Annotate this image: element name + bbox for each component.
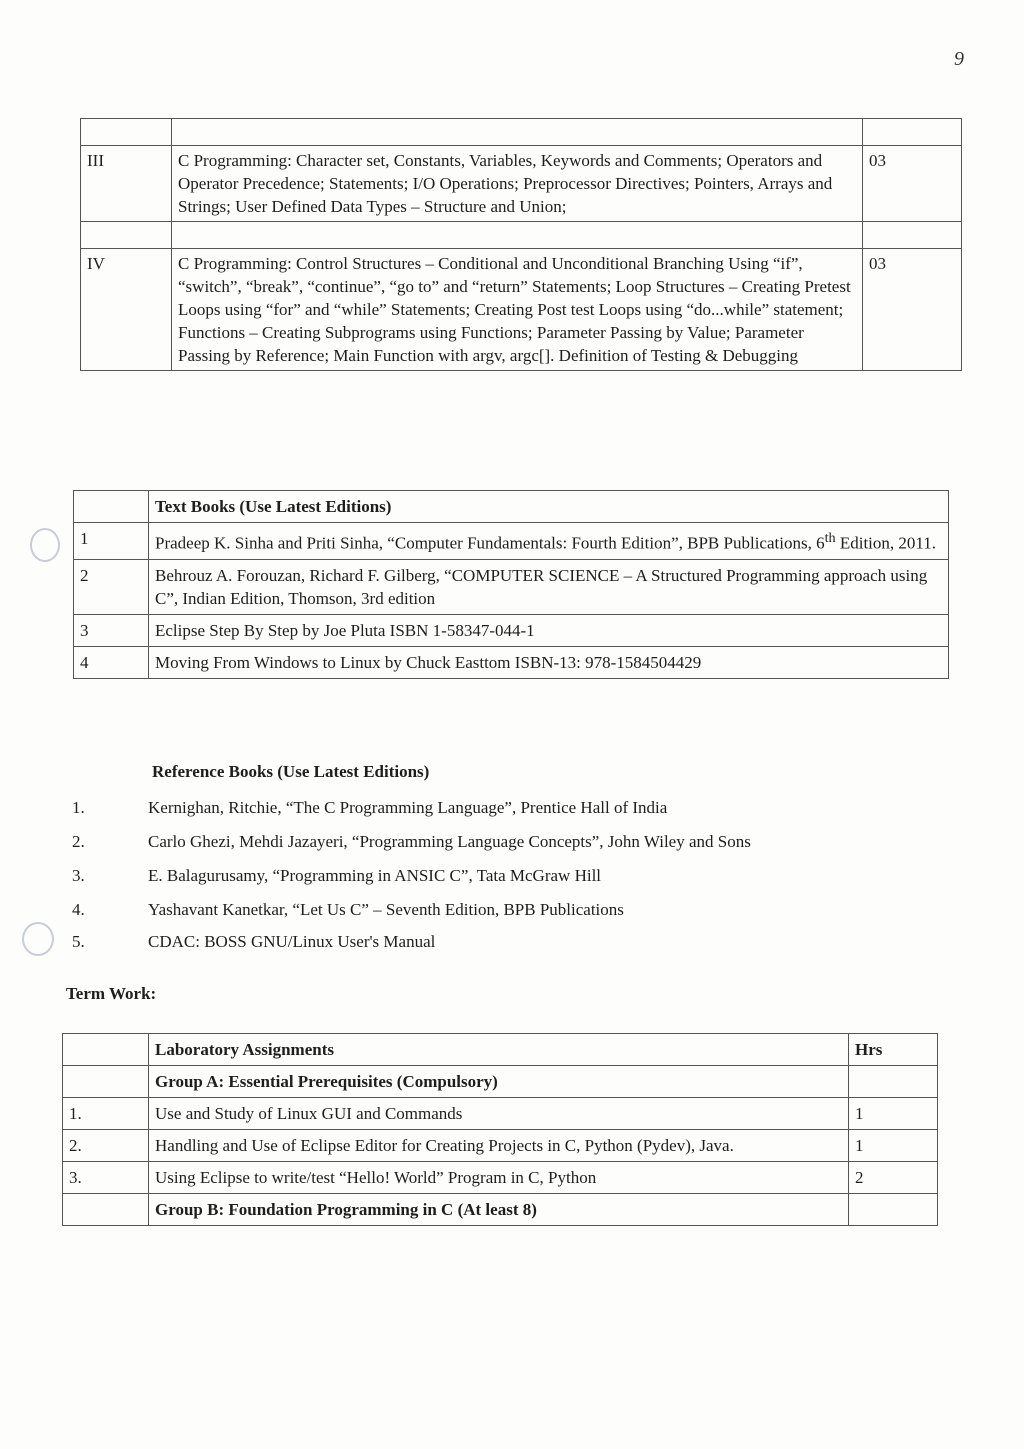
assignment-text: Handling and Use of Eclipse Editor for Creating Projects in C, Python (Pydev), Java. [149, 1130, 849, 1162]
table-row [81, 249, 962, 371]
reference-books-heading: Reference Books (Use Latest Editions) [152, 762, 430, 781]
laboratory-assignments-heading: Laboratory Assignments [149, 1034, 849, 1066]
book-number: 3 [74, 614, 149, 646]
book-entry: Pradeep K. Sinha and Priti Sinha, “Computer Fundamentals: Fourth Edition”, BPB Publications, 6th Edition, 2011. [149, 523, 949, 560]
list-item: 5. CDAC: BOSS GNU/Linux User's Manual [72, 932, 436, 951]
table-row [74, 523, 949, 560]
punch-hole-mark [30, 528, 60, 562]
list-item: 1. Kernighan, Ritchie, “The C Programming Language”, Prentice Hall of India [72, 798, 668, 817]
punch-hole-mark [22, 922, 54, 956]
text-books-table [73, 490, 949, 679]
syllabus-units-table [80, 118, 962, 371]
list-item: 4. Yashavant Kanetkar, “Let Us C” – Seventh Edition, BPB Publications [72, 900, 624, 919]
book-entry: Moving From Windows to Linux by Chuck Easttom ISBN-13: 978-1584504429 [149, 646, 949, 678]
group-row [63, 1066, 938, 1098]
assignment-hours: 1 [849, 1130, 938, 1162]
book-entry: Eclipse Step By Step by Joe Pluta ISBN 1-58347-044-1 [149, 614, 949, 646]
table-row [74, 646, 949, 678]
unit-content: C Programming: Control Structures – Conditional and Unconditional Branching Using “if”, “switch”, “break”, “continue”, “go to” and “return” Statements; Loop Structures – Creating Pretest Loops using “for” and “while” Statements; Creating Post test Loops using “do...while” statement; Functions – Creating Subprograms using Functions; Parameter Passing by Value; Parameter Passing by Reference; Main Function with argv, argc[]. Definition of Testing & Debugging [172, 249, 863, 371]
unit-number: III [81, 146, 172, 222]
book-number: 2 [74, 559, 149, 614]
table-header-row [74, 491, 949, 523]
table-row [74, 559, 949, 614]
table-row [63, 1098, 938, 1130]
table-spacer-row [81, 119, 962, 146]
book-number: 1 [74, 523, 149, 560]
table-row [74, 614, 949, 646]
laboratory-assignments-table [62, 1033, 938, 1226]
hours-column-heading: Hrs [849, 1034, 938, 1066]
assignment-text: Using Eclipse to write/test “Hello! World” Program in C, Python [149, 1162, 849, 1194]
assignment-number: 2. [63, 1130, 149, 1162]
unit-hours: 03 [863, 249, 962, 371]
group-a-heading: Group A: Essential Prerequisites (Compulsory) [149, 1066, 849, 1098]
table-row [81, 146, 962, 222]
unit-number: IV [81, 249, 172, 371]
assignment-number: 1. [63, 1098, 149, 1130]
page-number: 9 [954, 48, 964, 70]
list-item: 3. E. Balagurusamy, “Programming in ANSIC C”, Tata McGraw Hill [72, 866, 602, 885]
book-number: 4 [74, 646, 149, 678]
text-books-heading: Text Books (Use Latest Editions) [149, 491, 949, 523]
unit-hours: 03 [863, 146, 962, 222]
term-work-heading: Term Work: [66, 984, 157, 1003]
table-row [63, 1162, 938, 1194]
assignment-number: 3. [63, 1162, 149, 1194]
assignment-text: Use and Study of Linux GUI and Commands [149, 1098, 849, 1130]
table-header-row [63, 1034, 938, 1066]
group-row [63, 1194, 938, 1226]
assignment-hours: 1 [849, 1098, 938, 1130]
assignment-hours: 2 [849, 1162, 938, 1194]
book-entry: Behrouz A. Forouzan, Richard F. Gilberg, “COMPUTER SCIENCE – A Structured Programming approach using C”, Indian Edition, Thomson, 3rd edition [149, 559, 949, 614]
list-item: 2. Carlo Ghezi, Mehdi Jazayeri, “Programming Language Concepts”, John Wiley and Sons [72, 832, 751, 851]
unit-content: C Programming: Character set, Constants, Variables, Keywords and Comments; Operators and Operator Precedence; Statements; I/O Operations; Preprocessor Directives; Pointers, Arrays and Strings; User Defined Data Types – Structure and Union; [172, 146, 863, 222]
table-row [63, 1130, 938, 1162]
table-spacer-row [81, 222, 962, 249]
group-b-heading: Group B: Foundation Programming in C (At least 8) [149, 1194, 849, 1226]
